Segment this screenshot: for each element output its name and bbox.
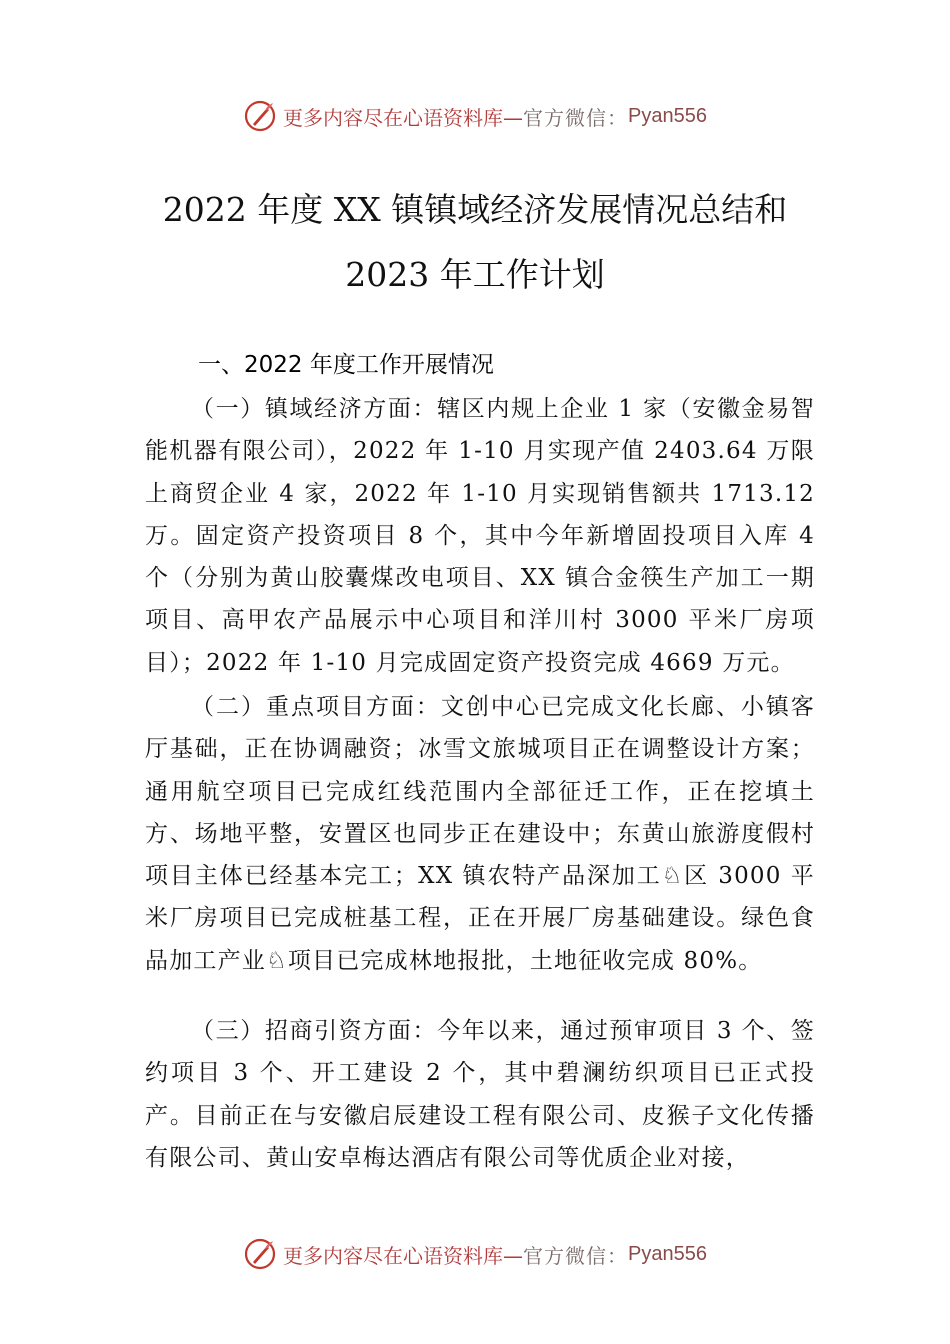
paragraph-text: 辖区内规上企业 1 家（安徽金易智能机器有限公司），2022 年 1-10 月实现产值 2403.64 万限上商贸企业 4 家，2022 年 1-10 月实现销售额共 1713.12 万。固定资产投资项目 8 个，其中今年新增固投项目入库 4 个（分别为黄山胶囊煤改电项目、XX 镇合金筷生产加工一期项目、高甲农产品展示中心项目和洋川村 3000 平米厂房项目）；2022 年 1-10 月完成固定资产投资完成 4669 万元。 bbox=[145, 396, 816, 676]
quill-logo-icon bbox=[243, 1237, 277, 1271]
banner-wechat-label: 官方微信： bbox=[523, 105, 629, 130]
banner-account: Pyan556 bbox=[628, 1242, 707, 1265]
banner-prefix: 更多内容尽在心语资料库— bbox=[283, 1243, 524, 1268]
banner-wechat-label: 官方微信： bbox=[523, 1243, 629, 1268]
quill-logo-icon bbox=[243, 99, 277, 133]
banner-account: Pyan556 bbox=[628, 104, 707, 127]
paragraph-investment bbox=[145, 1010, 815, 1179]
paragraph-lead: （三）招商引资方面： bbox=[191, 1018, 438, 1044]
paragraph-text: 文创中心已完成文化长廊、小镇客厅基础，正在协调融资；冰雪文旅城项目正在调整设计方案；通用航空项目已完成红线范围内全部征迁工作，正在挖填土方、场地平整，安置区也同步正在建设中；东黄山旅游度假村项目主体已经基本完工；XX 镇农特产品深加工♘区 3000 平米厂房项目已完成桩基工程，正在开展厂房基础建设。绿色食品加工产业♘项目已完成林地报批，土地征收完成 80%。 bbox=[145, 694, 816, 974]
paragraph-lead: （二）重点项目方面： bbox=[191, 694, 441, 720]
paragraph-key-projects bbox=[145, 686, 815, 982]
paragraph-economy bbox=[145, 388, 815, 684]
document-title-line-1: 2022 年度 XX 镇镇域经济发展情况总结和 bbox=[162, 190, 788, 229]
banner-prefix: 更多内容尽在心语资料库— bbox=[283, 105, 524, 130]
paragraph-lead: （一）镇域经济方面： bbox=[191, 396, 438, 422]
header-watermark-banner bbox=[0, 96, 950, 136]
footer-watermark-banner bbox=[0, 1234, 950, 1274]
document-title-line-2: 2023 年工作计划 bbox=[345, 255, 605, 294]
paragraph-text: 今年以来，通过预审项目 3 个、签约项目 3 个、开工建设 2 个，其中碧澜纺织项目已正式投产。目前正在与安徽启辰建设工程有限公司、皮猴子文化传播有限公司、黄山安卓梅达酒店有限公司等优质企业对接， bbox=[145, 1018, 816, 1171]
section-heading: 一、2022 年度工作开展情况 bbox=[198, 352, 494, 378]
